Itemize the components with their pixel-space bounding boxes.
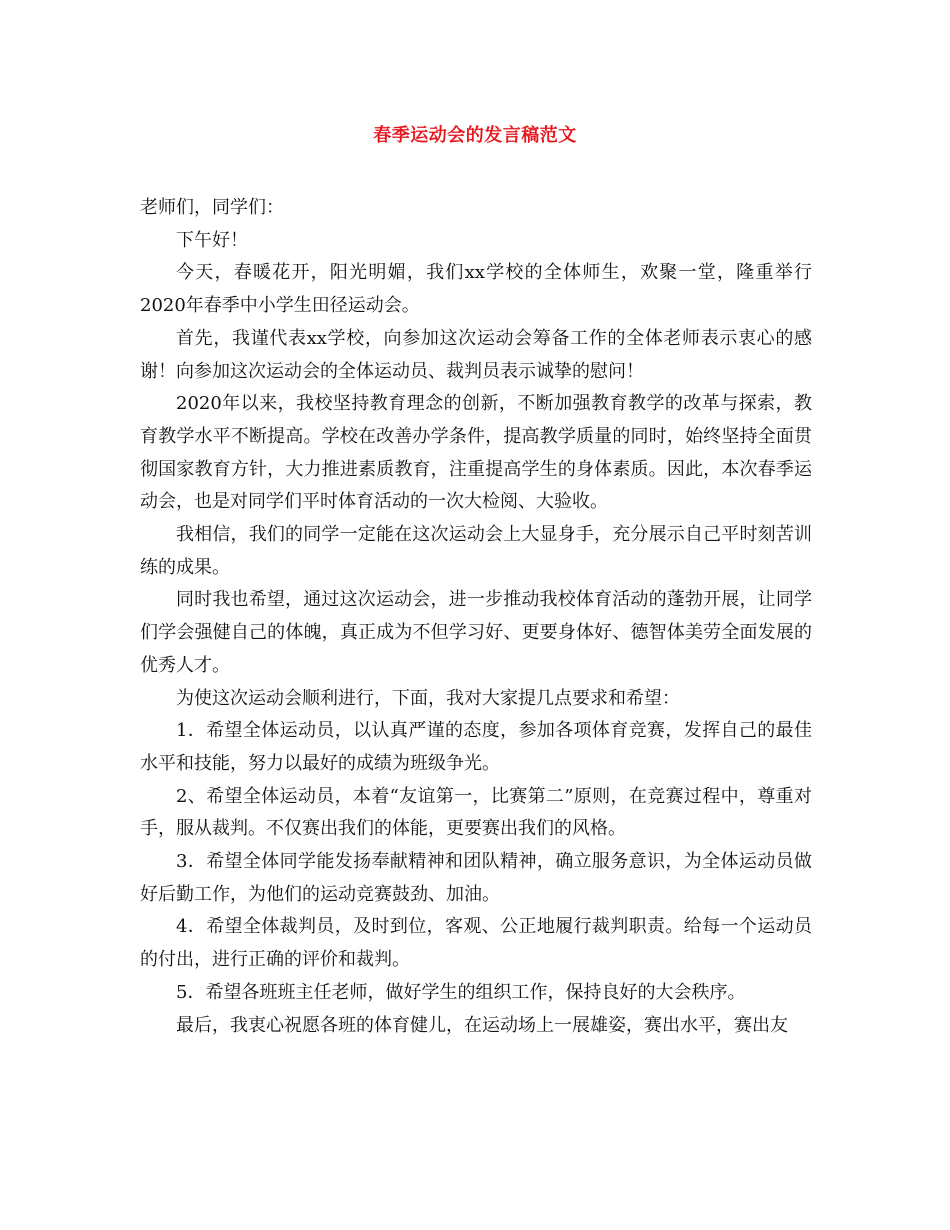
paragraph-school-progress: 2020年以来，我校坚持教育理念的创新，不断加强教育教学的改革与探索，教育教学水平不断提高。学校在改善办学条件，提高教学质量的同时，始终坚持全面贯彻国家教育方针，大力推进素质教育，注重提高学生的身体素质。因此，本次春季运动会，也是对同学们平时体育活动的一次大检阅、大验收。: [140, 393, 812, 513]
document-body: [140, 192, 812, 1042]
paragraph-confidence: 我相信，我们的同学一定能在这次运动会上大显身手，充分展示自己平时刻苦训练的成果。: [140, 524, 812, 578]
paragraph-thanks: 首先，我谨代表xx学校，向参加这次运动会筹备工作的全体老师表示衷心的感谢！向参加这次运动会的全体运动员、裁判员表示诚挚的慰问！: [140, 327, 812, 382]
paragraph-closing: 最后，我衷心祝愿各班的体育健儿，在运动场上一展雄姿，赛出水平，赛出友: [176, 1014, 788, 1036]
document-title: 春季运动会的发言稿范文: [373, 125, 577, 146]
paragraph-greeting: 下午好！: [176, 229, 248, 251]
paragraph-requirement-5: 5．希望各班班主任老师，做好学生的组织工作，保持良好的大会秩序。: [176, 981, 746, 1003]
paragraph-requirement-3: 3．希望全体同学能发扬奉献精神和团队精神，确立服务意识，为全体运动员做好后勤工作，为他们的运动竞赛鼓劲、加油。: [140, 851, 812, 905]
paragraph-requirement-1: 1．希望全体运动员，以认真严谨的态度，参加各项体育竞赛，发挥自己的最佳水平和技能，努力以最好的成绩为班级争光。: [140, 720, 812, 774]
paragraph-hope: 同时我也希望，通过这次运动会，进一步推动我校体育活动的蓬勃开展，让同学们学会强健自己的体魄，真正成为不但学习好、更要身体好、德智体美劳全面发展的优秀人才。: [140, 589, 812, 676]
paragraph-requirements-intro: 为使这次运动会顺利进行，下面，我对大家提几点要求和希望：: [176, 687, 680, 709]
paragraph-requirement-4: 4．希望全体裁判员，及时到位，客观、公正地履行裁判职责。给每一个运动员的付出，进行正确的评价和裁判。: [140, 916, 812, 971]
paragraph-requirement-2: 2、希望全体运动员，本着“友谊第一，比赛第二”原则，在竞赛过程中，尊重对手，服从裁判。不仅赛出我们的体能，更要赛出我们的风格。: [140, 785, 812, 840]
salutation: 老师们，同学们：: [140, 197, 284, 218]
paragraph-opening: 今天，春暖花开，阳光明媚，我们xx学校的全体师生，欢聚一堂，隆重举行2020年春季中小学生田径运动会。: [140, 262, 812, 317]
